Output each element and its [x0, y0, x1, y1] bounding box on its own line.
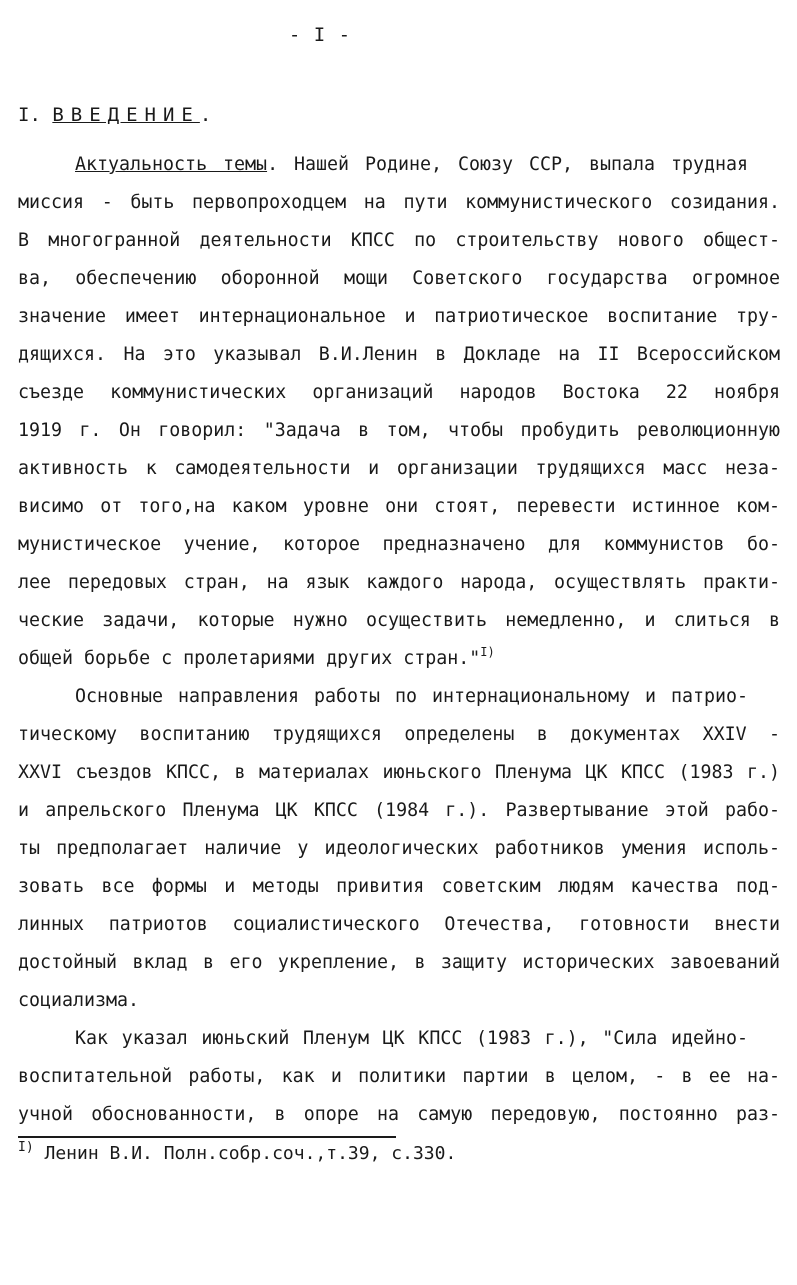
paragraph-1-line: активность к самодеятельности и организации трудящихся масс неза- [18, 458, 780, 479]
paragraph-1-line: 1919 г. Он говорил: "Задача в том, чтобы пробудить революционную [18, 420, 780, 441]
paragraph-3-line: учной обоснованности, в опоре на самую передовую, постоянно раз- [18, 1104, 780, 1125]
paragraph-2-line: зовать все формы и методы привития советским людям качества под- [18, 876, 780, 897]
paragraph-3-line: воспитательной работы, как и политики партии в целом, - в ее на- [18, 1066, 780, 1087]
paragraph-2-line: достойный вклад в его укрепление, в защиту исторических завоеваний [18, 952, 780, 973]
topic-relevance-label: Актуальность темы [75, 154, 268, 175]
paragraph-1-line: съезде коммунистических организаций народов Востока 22 ноября [18, 382, 780, 403]
paragraph-1-first-line: Актуальность темы. Нашей Родине, Союзу ССР, выпала трудная [75, 154, 748, 175]
paragraph-1-line: висимо от того,на каком уровне они стоят, перевести истинное ком- [18, 496, 780, 517]
paragraph-2-line: и апрельского Пленума ЦК КПСС (1984 г.). Развертывание этой рабо- [18, 800, 780, 821]
paragraph-1-line: В многогранной деятельности КПСС по строительству нового общест- [18, 230, 780, 251]
paragraph-1-line: значение имеет интернациональное и патриотическое воспитание тру- [18, 306, 780, 327]
paragraph-2-line: XXVI съездов КПСС, в материалах июньского Пленума ЦК КПСС (1983 г.) [18, 762, 780, 783]
page-number: - I - [288, 24, 352, 46]
footnote-mark: I) [18, 1140, 34, 1155]
section-number: I. [18, 104, 41, 126]
section-heading [18, 104, 211, 126]
paragraph-1-line: мунистическое учение, которое предназначено для коммунистов бо- [18, 534, 780, 555]
paragraph-2-first-line: Основные направления работы по интернациональному и патрио- [75, 686, 748, 707]
footnote [18, 1140, 457, 1164]
section-title-period: . [199, 104, 212, 126]
footnote-divider [18, 1136, 396, 1138]
paragraph-1-line: ва, обеспечению оборонной мощи Советского государства огромное [18, 268, 780, 289]
section-title: ВВЕДЕНИЕ [52, 104, 200, 126]
footnote-reference: I) [480, 645, 495, 659]
footnote-text: Ленин В.И. Полн.собр.соч.,т.39, с.330. [33, 1143, 457, 1164]
paragraph-2-last-line: социализма. [18, 990, 140, 1011]
paragraph-1-line: миссия - быть первопроходцем на пути коммунистического созидания. [18, 192, 780, 213]
paragraph-2-line: линных патриотов социалистического Отечества, готовности внести [18, 914, 780, 935]
paragraph-2-line: ты предполагает наличие у идеологических работников умения исполь- [18, 838, 780, 859]
paragraph-1-line: дящихся. На это указывал В.И.Ленин в Докладе на II Всероссийском [18, 344, 780, 365]
paragraph-2-line: тическому воспитанию трудящихся определены в документах XXIV - [18, 724, 780, 745]
paragraph-1-line: лее передовых стран, на язык каждого народа, осуществлять практи- [18, 572, 780, 593]
paragraph-1-line: ческие задачи, которые нужно осуществить немедленно, и слиться в [18, 610, 780, 631]
paragraph-3-first-line: Как указал июньский Пленум ЦК КПСС (1983 г.), "Сила идейно- [75, 1028, 748, 1049]
paragraph-1-last-line: общей борьбе с пролетариями других стран."$^{I)}$ [18, 645, 495, 669]
